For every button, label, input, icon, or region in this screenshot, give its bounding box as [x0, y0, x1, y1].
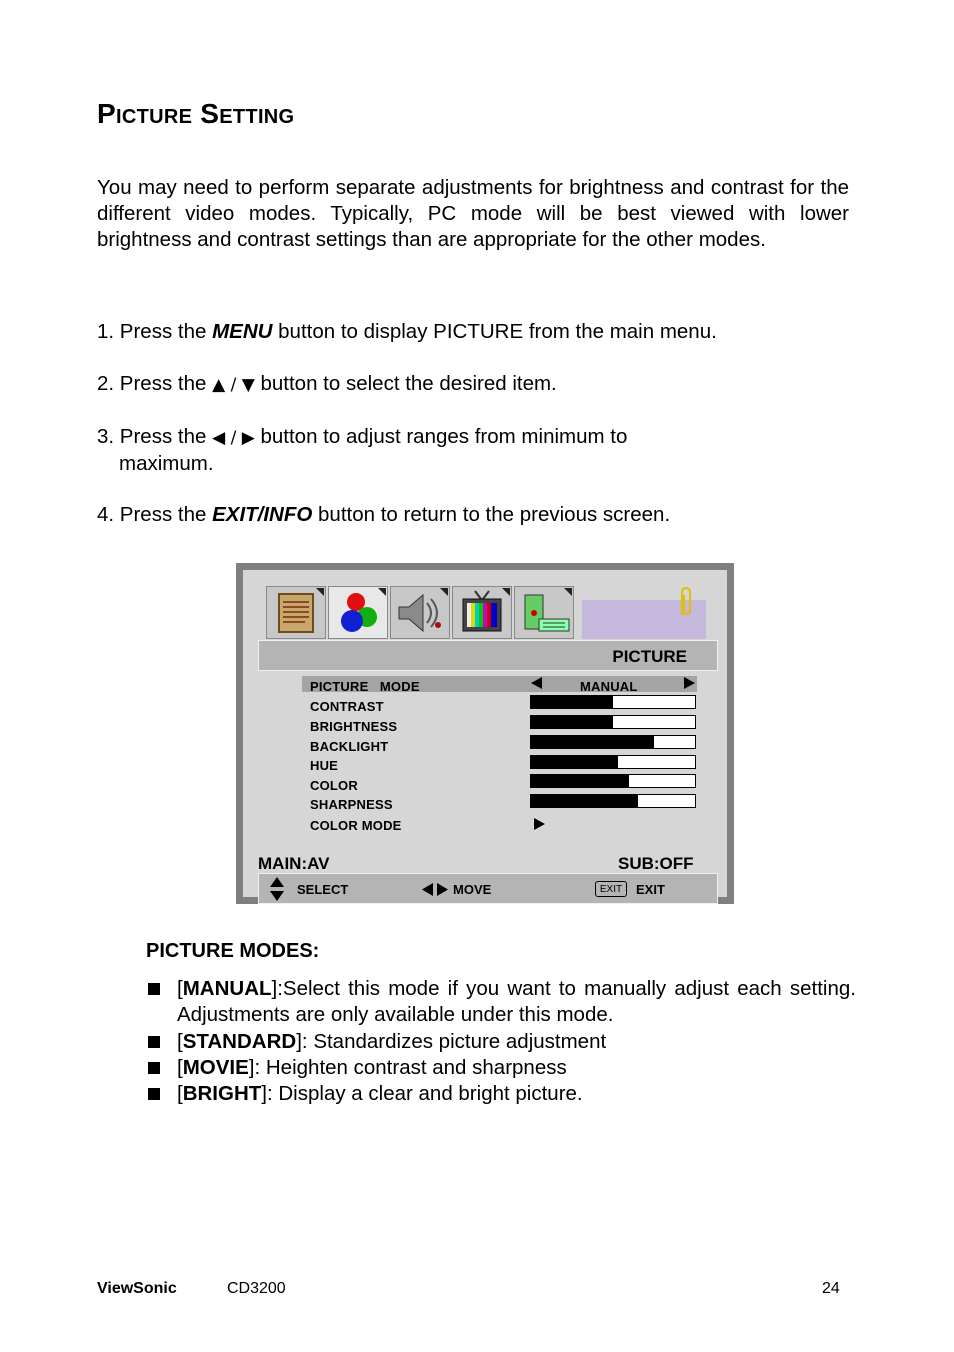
step-4: 4. Press the EXIT/INFO button to return to the previous screen. — [97, 503, 671, 526]
picture-mode-value: MANUAL — [580, 679, 638, 694]
hue-bar[interactable] — [530, 755, 696, 769]
brightness-bar[interactable] — [530, 715, 696, 729]
contrast-bar[interactable] — [530, 695, 696, 709]
footer-brand: ViewSonic — [97, 1280, 177, 1297]
page-title: Picture Setting — [97, 98, 295, 129]
step-2: 2. Press the ▲ / ▼ button to select the desired item. — [97, 372, 557, 395]
picture-modes-heading: PICTURE MODES: — [146, 940, 320, 962]
backlight-label: BACKLIGHT — [310, 739, 389, 754]
osd-menu — [236, 563, 734, 904]
sub-source: SUB:OFF — [618, 854, 694, 873]
left-right-arrows-icon: ◀ / ▶ — [212, 428, 255, 448]
color-bar[interactable] — [530, 774, 696, 788]
exit-hint: EXIT — [636, 882, 665, 897]
tab-audio — [390, 586, 450, 639]
osd-key-bar — [258, 873, 718, 904]
sharpness-bar[interactable] — [530, 794, 696, 808]
move-hint: MOVE — [453, 882, 492, 897]
right-arrow-icon[interactable] — [684, 677, 695, 689]
left-arrow-icon[interactable] — [531, 677, 542, 689]
contrast-label: CONTRAST — [310, 699, 384, 714]
mode-item-standard: [STANDARD]: Standardizes picture adjustment — [146, 1029, 856, 1055]
menu-key: MENU — [212, 320, 273, 343]
color-mode-label[interactable]: COLOR MODE — [310, 818, 402, 833]
color-mode-arrow-icon[interactable] — [534, 818, 545, 830]
color-label: COLOR — [310, 778, 358, 793]
exit-info-key: EXIT/INFO — [212, 503, 313, 526]
select-hint: SELECT — [297, 882, 349, 897]
bullet-square-icon — [148, 1062, 160, 1074]
mode-item-bright: [BRIGHT]: Display a clear and bright picture. — [146, 1081, 856, 1107]
left-right-icon — [422, 883, 448, 896]
bullet-square-icon — [148, 983, 160, 995]
up-down-icon — [270, 877, 284, 901]
tab-tv — [452, 586, 512, 639]
mode-item-movie: [MOVIE]: Heighten contrast and sharpness — [146, 1055, 856, 1081]
paperclip-icon — [676, 585, 696, 619]
step-3: 3. Press the ◀ / ▶ button to adjust ranges from minimum to maximum. — [97, 425, 628, 475]
osd-panel — [243, 570, 727, 897]
brightness-label: BRIGHTNESS — [310, 719, 398, 734]
mode-item-manual: [MANUAL]:Select this mode if you want to manually adjust each setting. Adjustments are only available under this mode. — [146, 976, 856, 1028]
tab-pc — [514, 586, 574, 639]
sharpness-label: SHARPNESS — [310, 797, 393, 812]
step-1: 1. Press the MENU button to display PICTURE from the main menu. — [97, 320, 717, 343]
exit-key-icon: EXIT — [595, 881, 627, 897]
picture-mode-label: PICTURE MODE — [310, 679, 420, 694]
backlight-bar[interactable] — [530, 735, 696, 749]
footer-model: CD3200 — [227, 1280, 286, 1297]
tab-setup — [266, 586, 326, 639]
bullet-square-icon — [148, 1036, 160, 1048]
hue-label: HUE — [310, 758, 339, 773]
intro-paragraph: You may need to perform separate adjustments for brightness and contrast for the different video modes. Typically, PC mode will be best viewed with lower brightness and contrast settings than are appropriate for the other modes. — [97, 176, 849, 251]
menu-banner — [258, 640, 718, 671]
banner-title: PICTURE — [612, 647, 687, 666]
up-down-arrows-icon: ▲ / ▼ — [212, 375, 255, 395]
page-number: 24 — [822, 1280, 840, 1297]
bullet-square-icon — [148, 1088, 160, 1100]
main-source: MAIN:AV — [258, 854, 330, 873]
tab-picture — [328, 586, 388, 639]
